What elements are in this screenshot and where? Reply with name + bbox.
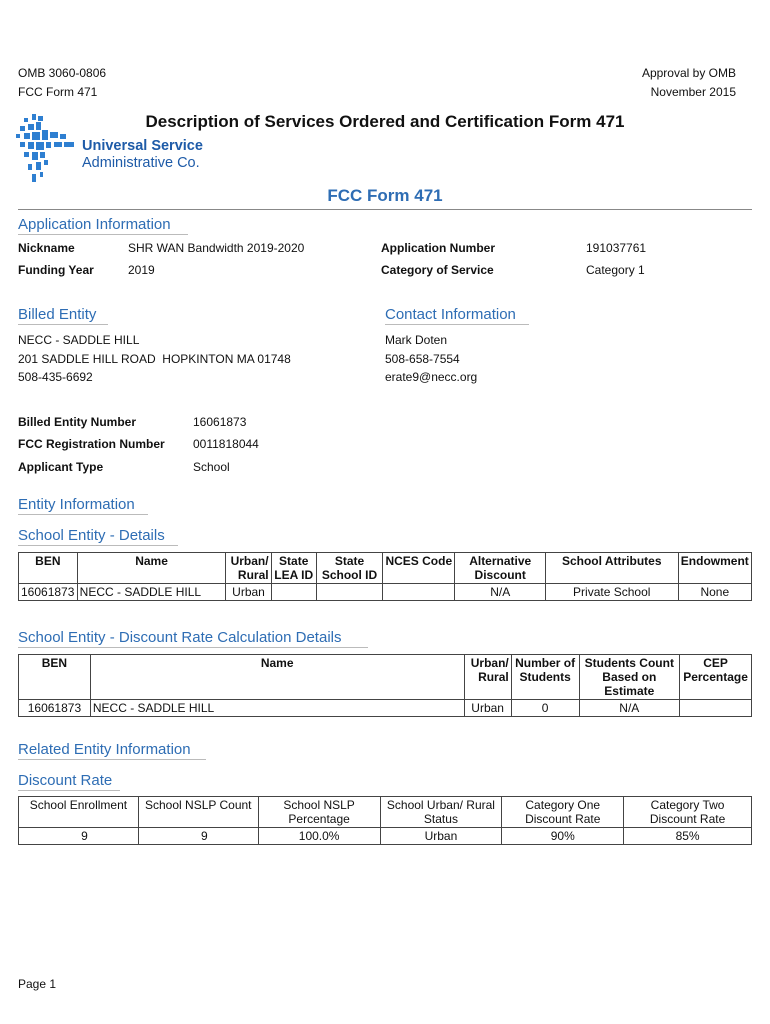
billed-entity-street: 201 SADDLE HILL ROAD HOPKINTON MA 01748 xyxy=(18,351,291,366)
table-cell: N/A xyxy=(579,700,680,717)
table-cell: 0 xyxy=(511,700,579,717)
document-title: Description of Services Ordered and Certification Form 471 xyxy=(145,112,625,131)
table-cell: NECC - SADDLE HILL xyxy=(90,700,464,717)
fcc-reg-label: FCC Registration Number xyxy=(18,437,165,451)
nickname-value: SHR WAN Bandwidth 2019-2020 xyxy=(128,241,305,255)
column-header: School Urban/ Rural Status xyxy=(380,797,502,828)
table-cell xyxy=(316,584,382,601)
table-header-row xyxy=(19,553,752,584)
discount-rate-table xyxy=(18,796,752,845)
contact-name: Mark Doten xyxy=(385,333,448,347)
column-header: State School ID xyxy=(316,553,382,584)
column-header: School NSLP Count xyxy=(138,797,258,828)
ben-label: Billed Entity Number xyxy=(18,415,137,429)
column-header: School NSLP Percentage xyxy=(258,797,380,828)
column-header: Urban/ Rural xyxy=(464,655,511,700)
column-header: Urban/ Rural xyxy=(226,553,271,584)
table-cell: 90% xyxy=(502,828,624,845)
approval-text: Approval by OMB xyxy=(641,66,736,80)
header-right xyxy=(642,64,736,102)
form-number: FCC Form 471 xyxy=(18,85,98,99)
form-title: FCC Form 471 xyxy=(327,186,443,205)
column-header: BEN xyxy=(19,553,78,584)
discount-calc-table xyxy=(18,654,752,717)
billed-entity-name: NECC - SADDLE HILL xyxy=(18,333,140,347)
column-header: School Enrollment xyxy=(19,797,139,828)
table-cell xyxy=(383,584,455,601)
table-cell: Urban xyxy=(464,700,511,717)
table-cell: N/A xyxy=(455,584,545,601)
section-underline xyxy=(18,790,120,791)
table-cell: Urban xyxy=(380,828,502,845)
applicant-type-value: School xyxy=(193,460,230,474)
page-number: Page 1 xyxy=(18,977,57,991)
column-header: Category One Discount Rate xyxy=(502,797,624,828)
table-cell: Private School xyxy=(545,584,678,601)
funding-year-label: Funding Year xyxy=(18,263,94,277)
ben-value: 16061873 xyxy=(193,415,247,429)
discount-rate-heading: Discount Rate xyxy=(18,772,113,789)
contact-email: erate9@necc.org xyxy=(385,370,478,384)
approval-date: November 2015 xyxy=(650,85,736,99)
logo-line-1: Universal Service xyxy=(82,138,203,154)
category-value: Category 1 xyxy=(586,263,645,277)
table-cell: 100.0% xyxy=(258,828,380,845)
table-cell: None xyxy=(678,584,751,601)
contact-details xyxy=(385,331,477,387)
application-heading: Application Information xyxy=(18,216,171,233)
table-header-row xyxy=(19,797,752,828)
section-underline xyxy=(18,514,148,515)
table-cell: 9 xyxy=(19,828,139,845)
nickname-label: Nickname xyxy=(18,241,75,255)
contact-phone: 508-658-7554 xyxy=(385,351,460,366)
billed-entity-phone: 508-435-6692 xyxy=(18,370,93,384)
header-left xyxy=(18,64,106,102)
school-details-heading: School Entity - Details xyxy=(18,527,165,544)
column-header: Alternative Discount xyxy=(455,553,545,584)
section-underline xyxy=(18,647,368,648)
table-cell xyxy=(271,584,316,601)
school-details-table xyxy=(18,552,752,601)
entity-info-heading: Entity Information xyxy=(18,496,135,513)
app-number-value: 191037761 xyxy=(586,241,647,255)
logo-line-2: Administrative Co. xyxy=(82,155,200,171)
table-cell: 9 xyxy=(138,828,258,845)
column-header: Students Count Based on Estimate xyxy=(579,655,680,700)
funding-year-value: 2019 xyxy=(128,263,155,277)
column-header: Endowment xyxy=(678,553,751,584)
table-cell: 85% xyxy=(624,828,752,845)
related-entity-heading: Related Entity Information xyxy=(18,741,191,758)
column-header: School Attributes xyxy=(545,553,678,584)
table-row xyxy=(19,584,752,601)
table-row xyxy=(19,700,752,717)
table-cell xyxy=(680,700,752,717)
section-underline xyxy=(18,234,188,235)
section-underline xyxy=(385,324,529,325)
table-cell: NECC - SADDLE HILL xyxy=(77,584,226,601)
divider xyxy=(18,209,752,210)
column-header: State LEA ID xyxy=(271,553,316,584)
column-header: Number of Students xyxy=(511,655,579,700)
omb-number: OMB 3060-0806 xyxy=(18,66,107,80)
table-cell: 16061873 xyxy=(19,700,91,717)
applicant-type-label: Applicant Type xyxy=(18,460,104,474)
usac-logo-text xyxy=(82,138,203,172)
table-header-row xyxy=(19,655,752,700)
table-cell: Urban xyxy=(226,584,271,601)
contact-heading: Contact Information xyxy=(385,306,516,323)
column-header: BEN xyxy=(19,655,91,700)
table-cell: 16061873 xyxy=(19,584,78,601)
app-number-label: Application Number xyxy=(381,241,496,255)
fcc-reg-value: 0011818044 xyxy=(193,437,259,451)
column-header: Name xyxy=(77,553,226,584)
billed-entity-heading: Billed Entity xyxy=(18,306,97,323)
column-header: NCES Code xyxy=(383,553,455,584)
section-underline xyxy=(18,324,108,325)
table-row xyxy=(19,828,752,845)
section-underline xyxy=(18,545,178,546)
column-header: Name xyxy=(90,655,464,700)
column-header: Category Two Discount Rate xyxy=(624,797,752,828)
column-header: CEP Percentage xyxy=(680,655,752,700)
section-underline xyxy=(18,759,206,760)
billed-entity-address xyxy=(18,331,291,387)
discount-calc-heading: School Entity - Discount Rate Calculation Details xyxy=(18,629,342,646)
category-label: Category of Service xyxy=(381,263,494,277)
